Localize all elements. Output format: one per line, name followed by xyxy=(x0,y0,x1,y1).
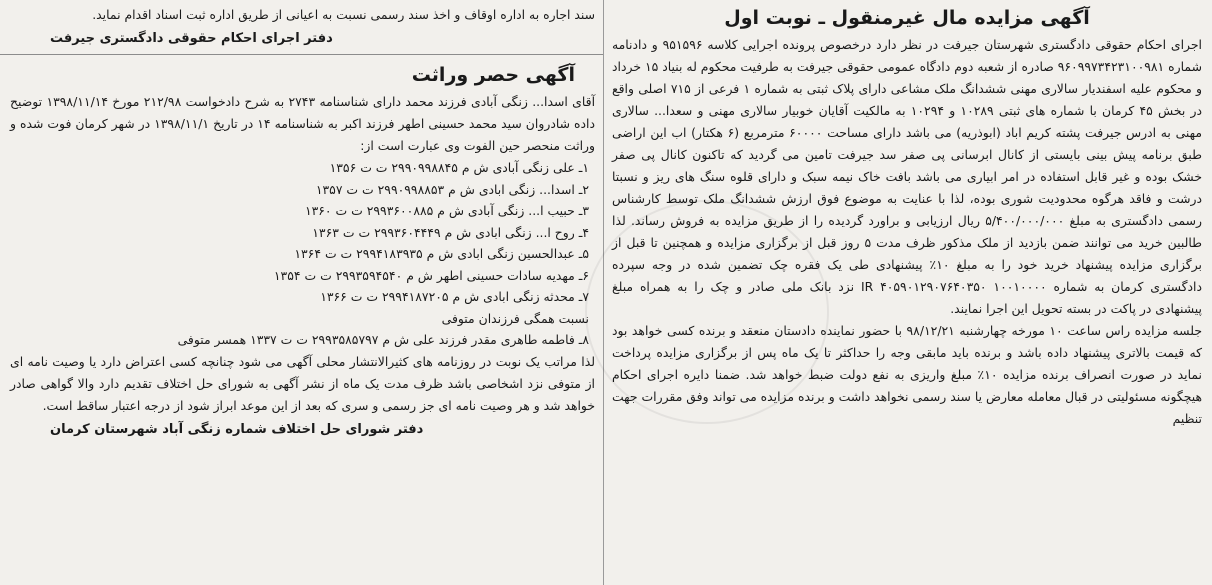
relation-note: نسبت همگی فرزندان متوفی xyxy=(441,310,589,326)
auction-signature: دفتر اجرای احکام حقوقی دادگستری جیرفت xyxy=(50,31,333,46)
heir-item: ۶ـ مهدیه سادات حسینی اطهر ش م ۲۹۹۳۵۹۴۵۴۰ ت ت ۱۳۵۴ xyxy=(273,267,589,283)
heir-item: ۵ـ عبدالحسین زنگی ابادی ش م ۲۹۹۴۱۸۳۹۳۵ ت ت ۱۳۶۴ xyxy=(294,246,589,261)
heir-item: ۱ـ علی زنگی آبادی ش م ۲۹۹۰۹۹۸۸۴۵ ت ت ۱۳۵۶ xyxy=(329,160,589,175)
auction-body-paragraph-2: جلسه مزایده راس ساعت ۱۰ مورخه چهارشنبه ۹۸/۱۲/۲۱ با حضور نماینده دادستان منعقد و برنده کسی خواهد بود که قیمت بالاتری پیشنهاد داده باشد و برنده باید مابقی وجه را حداکثر تا یک ماه پس از برگزاری مزایده پرداخت نماید در صورت انصراف برنده مزایده ۱۰٪ مبلغ واریزی به نفع دولت ضبط خواهد شد. ضمنا دایره اجرای احکام هیچگونه مسئولیتی در قبال معامله معارض یا سند رسمی نخواهد داشت و برنده مزایده می تواند وفق مقررات جهت تنظیم xyxy=(612,323,1202,426)
heir-item: ۴ـ روح ا... زنگی ابادی ش م ۲۹۹۳۶۰۴۴۴۹ ت ت ۱۳۶۳ xyxy=(312,224,589,240)
heir-item: ۳ـ حبیب ا... زنگی آبادی ش م ۲۹۹۳۶۰۰۸۸۵ ت ت ۱۳۶۰ xyxy=(304,203,589,218)
auction-title: آگهی مزایده مال غیرمنقول ـ نوبت اول xyxy=(724,7,1090,29)
auction-notice-column xyxy=(606,0,1212,430)
heir-item: ۲ـ اسدا... زنگی ابادی ش م ۲۹۹۰۹۹۸۸۵۳ ت ت ۱۳۵۷ xyxy=(315,181,589,197)
column-divider xyxy=(0,54,603,55)
left-column xyxy=(0,0,604,585)
heir-item: ۷ـ محدثه زنگی ابادی ش م ۲۹۹۴۱۸۷۲۰۵ ت ت ۱۳۶۶ xyxy=(320,289,589,304)
spouse-item: ۸ـ فاطمه طاهری مقدر فرزند علی ش م ۲۹۹۳۵۸۵۷۹۷ ت ت ۱۳۳۷ همسر متوفی xyxy=(177,332,589,347)
inheritance-title: آگهی حصر وراثت xyxy=(411,64,575,86)
inheritance-signature: دفتر شورای حل اختلاف شماره زنگی آباد شهرستان کرمان xyxy=(50,421,424,437)
inheritance-closing: لذا مراتب یک نوبت در روزنامه های کثیرالانتشار محلی آگهی می شود چنانچه کسی اعتراض دارد یا وصیت نامه ای از متوفی نزد اشخاصی باشد ظرف مدت یک ماه از نشر آگهی به شورای حل اختلاف تقدیم دارد والا گواهی صادر خواهد شد و هر وصیت نامه ای جز رسمی و سری که بعد از این موعد ابراز شود از درجه اعتبار ساقط است. xyxy=(10,353,595,413)
auction-body-paragraph-1: اجرای احکام حقوقی دادگستری شهرستان جیرفت در نظر دارد درخصوص پرونده اجرایی کلاسه ۹۵۱۵۹۶ و دادنامه شماره ۹۶۰۹۹۷۳۴۲۳۱۰۰۹۸۱ صادره از شعبه دوم دادگاه عمومی حقوقی جیرفت به طرفیت محکوم له بنیاد ۱۵ خرداد و محکوم علیه اسفندیار سالاری مهنی ششدانگ ملک مشاعی دارای پلاک ثبتی به شماره ۱ فرعی از ۷۱۵ اصلی واقع در بخش ۴۵ کرمان با شماره های ثبتی ۱۰۲۸۹ و ۱۰۲۹۴ به مالکیت آقایان خوبیار سالاری مهنی و سعدا... سالاری مهنی به ادرس جیرفت پشته کریم اباد (ابوذریه) می باشد دارای مساحت ۶۰۰۰۰ مترمربع (۶ هکتار) اب این اراضی طبق برنامه پیش بینی بایستی از کانال ابرسانی پی صفر سد جیرفت تامین می گردید که تاکنون کانال پی صفر خشک بوده و غیر قابل استفاده در امر ابیاری می باشد بافت خاک نیمه سبک و دارای قلوه سنگ های ریز و نسبتا درشت و فاقد هرگوه محدودیت شوری بوده، لذا با عنایت به موضوع فوق ارزش ششدانگ ملک توسط کارشناس رسمی دادگستری به مبلغ ۵/۴۰۰/۰۰۰/۰۰۰ ریال ارزیابی و براورد گردیده را از طریق مزایده به فروش رساند. لذا طالبین خرید می توانند ضمن بازدید از ملک مذکور ظرف مدت ۵ روز قبل از برگزاری مزایده و همچنین تا قبل از برگزاری مزایده پیشنهاد خرید خود را به مبلغ ۱۰٪ پیشنهادی طی یک فقره چک تضمین شده در وجه سپرده دادگستری کرمان به شماره IR ۴۰۵۹۰۱۲۹۰۷۶۴۰۳۵۰ ۱۰۰۱۰۰۰۰ نزد بانک ملی صادر و چک را به همراه مبلغ پیشنهادی در پاکت در بسته تحویل این اجرا نمایند. xyxy=(612,37,1202,316)
auction-continuation-text: سند اجاره به اداره اوقاف و اخذ سند رسمی نسبت به اعیانی از طریق اداره ثبت اسناد اقدام نماید. xyxy=(92,7,595,22)
heir-list xyxy=(10,157,595,351)
inheritance-intro: آقای اسدا... زنگی آبادی فرزند محمد دارای شناسنامه ۲۷۴۳ به شرح دادخواست ۲۱۲/۹۸ مورخ ۱۳۹۸/۱۱/۱۴ توضیح داده شادروان سید محمد حسینی اطهر فرزند اکبر به شناسنامه ۱۴ در تاریخ ۱۳۹۸/۱۱/۱ در شهر کرمان فوت شده و وراثت منحصر حین الفوت وی عبارت است از: xyxy=(10,94,596,153)
